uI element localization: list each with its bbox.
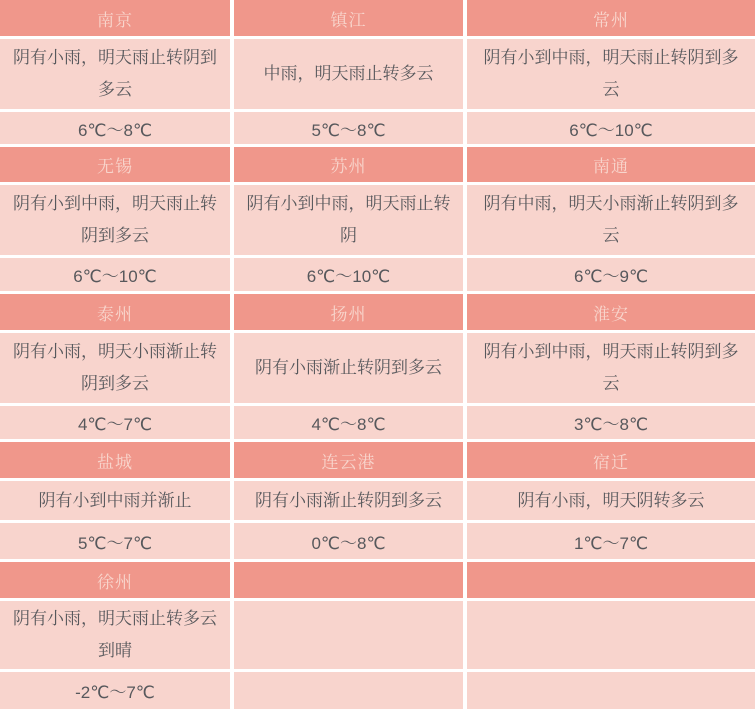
weather-desc-nanjing: 阴有小雨，明天雨止转阴到多云: [0, 39, 230, 109]
weather-desc-lianyungang: 阴有小雨渐止转阴到多云: [234, 481, 463, 520]
weather-desc-taizhou: 阴有小雨，明天小雨渐止转阴到多云: [0, 333, 230, 403]
empty-temp-cell-2: [467, 672, 755, 709]
temp-range-huaian: 3℃～8℃: [467, 406, 755, 439]
city-name-xuzhou: 徐州: [0, 562, 230, 598]
city-name-nanjing: 南京: [0, 0, 230, 36]
temp-range-suzhou: 6℃～10℃: [234, 258, 463, 291]
city-name-taizhou: 泰州: [0, 294, 230, 330]
temp-range-changzhou: 6℃～10℃: [467, 112, 755, 144]
empty-temp-cell-1: [234, 672, 463, 709]
city-name-nantong: 南通: [467, 147, 755, 182]
city-name-suzhou: 苏州: [234, 147, 463, 182]
city-name-yangzhou: 扬州: [234, 294, 463, 330]
city-name-lianyungang: 连云港: [234, 442, 463, 478]
weather-desc-yancheng: 阴有小到中雨并渐止: [0, 481, 230, 520]
weather-desc-nantong: 阴有中雨，明天小雨渐止转阴到多云: [467, 185, 755, 255]
weather-desc-xuzhou: 阴有小雨，明天雨止转多云到晴: [0, 601, 230, 669]
weather-desc-zhenjiang: 中雨，明天雨止转多云: [234, 39, 463, 109]
temp-range-nanjing: 6℃～8℃: [0, 112, 230, 144]
temp-range-yancheng: 5℃～7℃: [0, 523, 230, 559]
city-name-huaian: 淮安: [467, 294, 755, 330]
temp-range-xuzhou: -2℃～7℃: [0, 672, 230, 709]
weather-desc-wuxi: 阴有小到中雨，明天雨止转阴到多云: [0, 185, 230, 255]
temp-range-wuxi: 6℃～10℃: [0, 258, 230, 291]
empty-header-cell-2: [467, 562, 755, 598]
temp-range-suqian: 1℃～7℃: [467, 523, 755, 559]
temp-range-lianyungang: 0℃～8℃: [234, 523, 463, 559]
empty-weather-cell-1: [234, 601, 463, 669]
weather-desc-changzhou: 阴有小到中雨，明天雨止转阴到多云: [467, 39, 755, 109]
weather-desc-huaian: 阴有小到中雨，明天雨止转阴到多云: [467, 333, 755, 403]
city-name-yancheng: 盐城: [0, 442, 230, 478]
city-name-wuxi: 无锡: [0, 147, 230, 182]
weather-desc-yangzhou: 阴有小雨渐止转阴到多云: [234, 333, 463, 403]
temp-range-nantong: 6℃～9℃: [467, 258, 755, 291]
temp-range-zhenjiang: 5℃～8℃: [234, 112, 463, 144]
temp-range-yangzhou: 4℃～8℃: [234, 406, 463, 439]
weather-desc-suzhou: 阴有小到中雨，明天雨止转阴: [234, 185, 463, 255]
city-name-suqian: 宿迁: [467, 442, 755, 478]
city-name-changzhou: 常州: [467, 0, 755, 36]
temp-range-taizhou: 4℃～7℃: [0, 406, 230, 439]
weather-desc-suqian: 阴有小雨，明天阴转多云: [467, 481, 755, 520]
empty-weather-cell-2: [467, 601, 755, 669]
city-name-zhenjiang: 镇江: [234, 0, 463, 36]
empty-header-cell-1: [234, 562, 463, 598]
